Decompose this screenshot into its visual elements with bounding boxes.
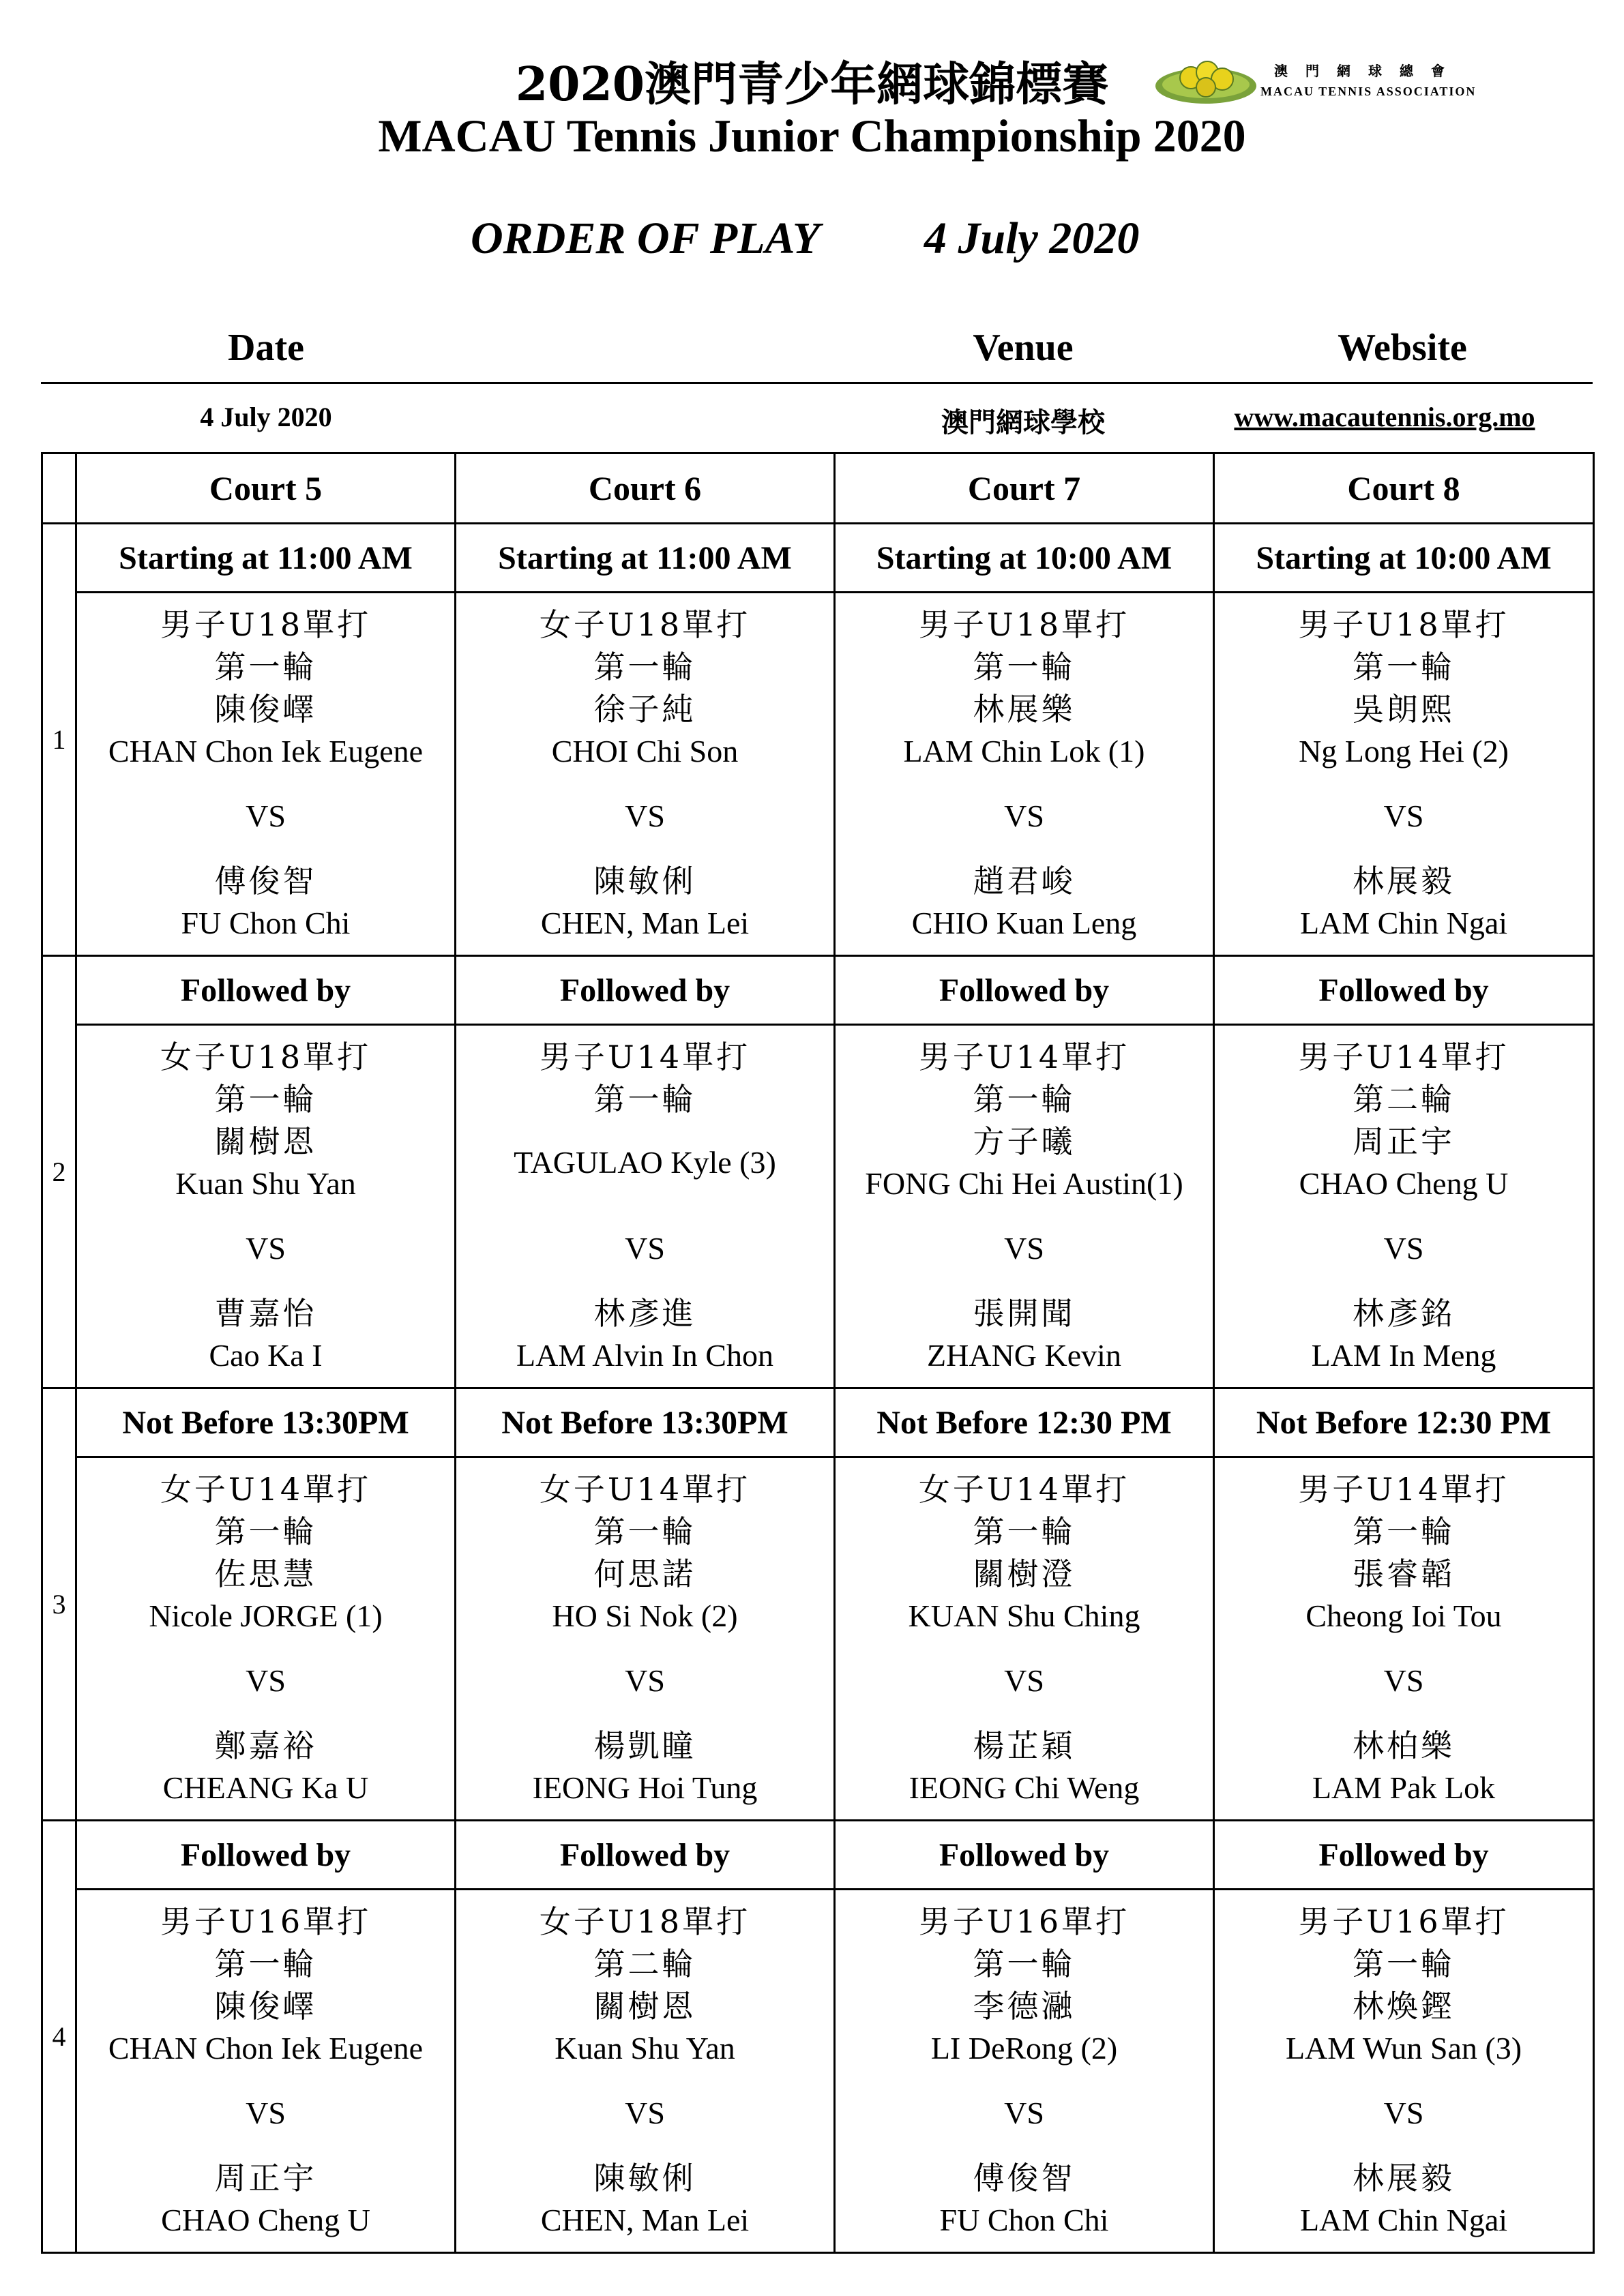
start-time-cell: Not Before 13:30PM (76, 1388, 456, 1457)
start-time-cell: Followed by (835, 1821, 1214, 1890)
event-name: 男子U18單打 (918, 606, 1130, 643)
player1-chinese-name: 李德瀜 (973, 1988, 1076, 2025)
player2-english-name: IEONG Hoi Tung (532, 1770, 758, 1805)
player1-chinese-name: 陳俊嶧 (214, 1988, 317, 2025)
match-cell (1214, 1457, 1594, 1821)
match-cell (456, 1890, 835, 2253)
player2-chinese-name: 林展毅 (1353, 2160, 1455, 2196)
start-time-cell: Followed by (76, 1821, 456, 1890)
start-time-cell: Followed by (1214, 956, 1594, 1025)
player1-chinese-name: 周正宇 (1353, 1123, 1455, 1160)
player2-english-name: LAM Pak Lok (1312, 1770, 1496, 1805)
schedule-date: 4 July 2020 (200, 402, 332, 432)
player1-english-name: Kuan Shu Yan (555, 2031, 735, 2066)
event-name: 男子U14單打 (1298, 1471, 1509, 1508)
venue-header: Venue (973, 327, 1074, 369)
match-row (42, 1025, 1594, 1388)
start-time-row (42, 1821, 1594, 1890)
round-name: 第一輪 (214, 1513, 317, 1550)
player2-english-name: LAM Alvin In Chon (516, 1338, 773, 1373)
event-name: 男子U14單打 (539, 1039, 751, 1075)
player2-chinese-name: 張開聞 (973, 1295, 1076, 1332)
round-name: 第二輪 (593, 1945, 696, 1982)
round-name: 第一輪 (214, 1081, 317, 1118)
match-cell (456, 1457, 835, 1821)
player1-english-name: LI DeRong (2) (930, 2031, 1118, 2066)
match-cell (1214, 1025, 1594, 1388)
player2-english-name: CHEANG Ka U (162, 1770, 369, 1805)
court-header: Court 8 (1214, 453, 1594, 524)
versus-label: VS (1004, 1231, 1044, 1266)
player1-english-name: LAM Chin Lok (1) (903, 734, 1145, 769)
match-cell (76, 593, 456, 956)
player1-english-name: LAM Wun San (3) (1285, 2031, 1522, 2066)
player2-chinese-name: 林柏樂 (1353, 1727, 1455, 1764)
player2-english-name: ZHANG Kevin (927, 1338, 1121, 1373)
player1-chinese-name: 吳朗熙 (1353, 691, 1455, 728)
event-name: 男子U14單打 (1298, 1039, 1509, 1075)
player2-english-name: CHEN, Man Lei (540, 906, 750, 940)
title-english: MACAU Tennis Junior Championship 2020 (378, 110, 1246, 162)
event-name: 男子U18單打 (1298, 606, 1509, 643)
logo-text-english: MACAU TENNIS ASSOCIATION (1260, 85, 1477, 98)
header-divider (41, 382, 1593, 384)
player2-chinese-name: 周正宇 (214, 2160, 317, 2196)
website-header: Website (1338, 327, 1467, 369)
match-cell (835, 1025, 1214, 1388)
player1-chinese-name: 何思諾 (593, 1555, 696, 1592)
player2-chinese-name: 傅俊智 (214, 863, 317, 899)
round-name: 第一輪 (1353, 1513, 1455, 1550)
start-time-cell: Followed by (1214, 1821, 1594, 1890)
round-name: 第一輪 (214, 648, 317, 685)
start-time-cell: Starting at 10:00 AM (835, 524, 1214, 593)
match-cell (835, 1890, 1214, 2253)
player2-english-name: LAM Chin Ngai (1299, 2203, 1508, 2237)
round-name: 第一輪 (973, 1513, 1076, 1550)
player2-chinese-name: 楊凱瞳 (593, 1727, 696, 1764)
corner-cell (42, 453, 76, 524)
court-header-row (42, 453, 1594, 524)
round-name: 第一輪 (593, 1513, 696, 1550)
round-name: 第二輪 (1353, 1081, 1455, 1118)
player2-english-name: LAM Chin Ngai (1299, 906, 1508, 940)
event-name: 女子U14單打 (160, 1471, 372, 1508)
versus-label: VS (625, 1231, 665, 1266)
versus-label: VS (1383, 2096, 1424, 2130)
player2-english-name: CHAO Cheng U (161, 2203, 370, 2237)
match-row (42, 1890, 1594, 2253)
player1-chinese-name: 關樹澄 (973, 1555, 1076, 1592)
event-name: 女子U14單打 (918, 1471, 1130, 1508)
player2-chinese-name: 林彥銘 (1353, 1295, 1455, 1332)
event-name: 男子U16單打 (918, 1903, 1130, 1940)
player1-chinese-name: 張睿韜 (1353, 1555, 1455, 1592)
player1-chinese-name: 林展樂 (973, 691, 1076, 728)
venue-name: 澳門網球學校 (941, 406, 1105, 438)
versus-label: VS (246, 1663, 286, 1698)
player1-english-name: CHAO Cheng U (1299, 1166, 1509, 1201)
match-cell (456, 593, 835, 956)
start-time-row (42, 1388, 1594, 1457)
start-time-cell: Followed by (835, 956, 1214, 1025)
start-time-row (42, 524, 1594, 593)
event-name: 女子U18單打 (539, 606, 751, 643)
player1-english-name: Nicole JORGE (1) (149, 1598, 383, 1633)
versus-label: VS (625, 799, 665, 833)
start-time-cell: Starting at 11:00 AM (456, 524, 835, 593)
player1-english-name: CHAN Chon Iek Eugene (108, 734, 424, 769)
player1-chinese-name: 佐思慧 (214, 1555, 317, 1592)
player1-english-name: CHOI Chi Son (551, 734, 739, 769)
player2-english-name: Cao Ka I (209, 1338, 323, 1373)
event-name: 男子U14單打 (918, 1039, 1130, 1075)
versus-label: VS (1383, 1663, 1424, 1698)
versus-label: VS (1383, 1231, 1424, 1266)
player1-english-name: Cheong Ioi Tou (1305, 1598, 1502, 1633)
match-cell (76, 1025, 456, 1388)
tennis-ball-logo-icon (1151, 55, 1260, 108)
versus-label: VS (625, 2096, 665, 2130)
player1-chinese-name: 關樹恩 (214, 1123, 317, 1160)
player1-chinese-name: 關樹恩 (593, 1988, 696, 2025)
player1-english-name: HO Si Nok (2) (552, 1598, 738, 1633)
block-number: 2 (42, 956, 76, 1388)
round-name: 第一輪 (973, 1945, 1076, 1982)
title-chinese: 2020澳門青少年網球錦標賽 (515, 57, 1109, 112)
player1-english-name: TAGULAO Kyle (3) (514, 1145, 776, 1180)
player1-english-name: FONG Chi Hei Austin(1) (865, 1166, 1183, 1201)
player2-chinese-name: 林展毅 (1353, 863, 1455, 899)
round-name: 第一輪 (1353, 648, 1455, 685)
order-of-play-label: ORDER OF PLAY (471, 213, 821, 263)
logo-text-chinese: 澳門網球總會 (1274, 63, 1462, 79)
event-name: 女子U14單打 (539, 1471, 751, 1508)
round-name: 第一輪 (593, 1081, 696, 1118)
player2-chinese-name: 林彥進 (593, 1295, 696, 1332)
order-of-play-date: 4 July 2020 (924, 213, 1140, 263)
match-cell (1214, 1890, 1594, 2253)
court-header: Court 7 (835, 453, 1214, 524)
match-cell (76, 1457, 456, 1821)
player1-chinese-name: 陳俊嶧 (214, 691, 317, 728)
player2-chinese-name: 陳敏俐 (593, 2160, 696, 2196)
start-time-cell: Not Before 12:30 PM (835, 1388, 1214, 1457)
versus-label: VS (1383, 799, 1424, 833)
court-header: Court 5 (76, 453, 456, 524)
website-link[interactable]: www.macautennis.org.mo (1234, 402, 1535, 432)
versus-label: VS (625, 1663, 665, 1698)
player1-english-name: Ng Long Hei (2) (1299, 734, 1509, 769)
versus-label: VS (246, 2096, 286, 2130)
start-time-cell: Followed by (456, 1821, 835, 1890)
versus-label: VS (246, 1231, 286, 1266)
player2-chinese-name: 趙君峻 (973, 863, 1076, 899)
player1-chinese-name: 方子曦 (973, 1123, 1076, 1160)
player1-chinese-name: 林煥鏗 (1353, 1988, 1455, 2025)
start-time-cell: Followed by (76, 956, 456, 1025)
round-name: 第一輪 (973, 648, 1076, 685)
versus-label: VS (246, 799, 286, 833)
block-number: 3 (42, 1388, 76, 1821)
player2-chinese-name: 鄭嘉裕 (214, 1727, 317, 1764)
event-name: 男子U18單打 (160, 606, 372, 643)
start-time-cell: Not Before 12:30 PM (1214, 1388, 1594, 1457)
start-time-cell: Starting at 10:00 AM (1214, 524, 1594, 593)
player2-english-name: CHEN, Man Lei (540, 2203, 750, 2237)
player2-english-name: FU Chon Chi (939, 2203, 1109, 2237)
versus-label: VS (1004, 799, 1044, 833)
event-name: 女子U18單打 (160, 1039, 372, 1075)
player2-english-name: CHIO Kuan Leng (911, 906, 1137, 940)
event-name: 男子U16單打 (160, 1903, 372, 1940)
match-cell (835, 1457, 1214, 1821)
start-time-cell: Starting at 11:00 AM (76, 524, 456, 593)
match-cell (1214, 593, 1594, 956)
player1-english-name: CHAN Chon Iek Eugene (108, 2031, 424, 2066)
association-logo (1151, 49, 1533, 110)
match-cell (76, 1890, 456, 2253)
event-name: 男子U16單打 (1298, 1903, 1509, 1940)
player2-chinese-name: 楊芷穎 (973, 1727, 1076, 1764)
player2-chinese-name: 曹嘉怡 (214, 1295, 317, 1332)
schedule-table (41, 452, 1595, 2254)
match-cell (456, 1025, 835, 1388)
round-name: 第一輪 (973, 1081, 1076, 1118)
round-name: 第一輪 (1353, 1945, 1455, 1982)
match-row (42, 593, 1594, 956)
player2-english-name: IEONG Chi Weng (909, 1770, 1140, 1805)
start-time-cell: Not Before 13:30PM (456, 1388, 835, 1457)
player1-english-name: Kuan Shu Yan (175, 1166, 356, 1201)
versus-label: VS (1004, 2096, 1044, 2130)
block-number: 1 (42, 524, 76, 956)
block-number: 4 (42, 1821, 76, 2253)
player1-english-name: KUAN Shu Ching (908, 1598, 1140, 1633)
event-name: 女子U18單打 (539, 1903, 751, 1940)
versus-label: VS (1004, 1663, 1044, 1698)
round-name: 第一輪 (214, 1945, 317, 1982)
player1-chinese-name: 徐子純 (593, 691, 696, 728)
player2-english-name: LAM In Meng (1311, 1338, 1496, 1373)
player2-chinese-name: 陳敏俐 (593, 863, 696, 899)
start-time-cell: Followed by (456, 956, 835, 1025)
match-row (42, 1457, 1594, 1821)
start-time-row (42, 956, 1594, 1025)
player2-chinese-name: 傅俊智 (973, 2160, 1076, 2196)
court-header: Court 6 (456, 453, 835, 524)
match-cell (835, 593, 1214, 956)
round-name: 第一輪 (593, 648, 696, 685)
date-header: Date (228, 327, 304, 369)
player2-english-name: FU Chon Chi (181, 906, 351, 940)
